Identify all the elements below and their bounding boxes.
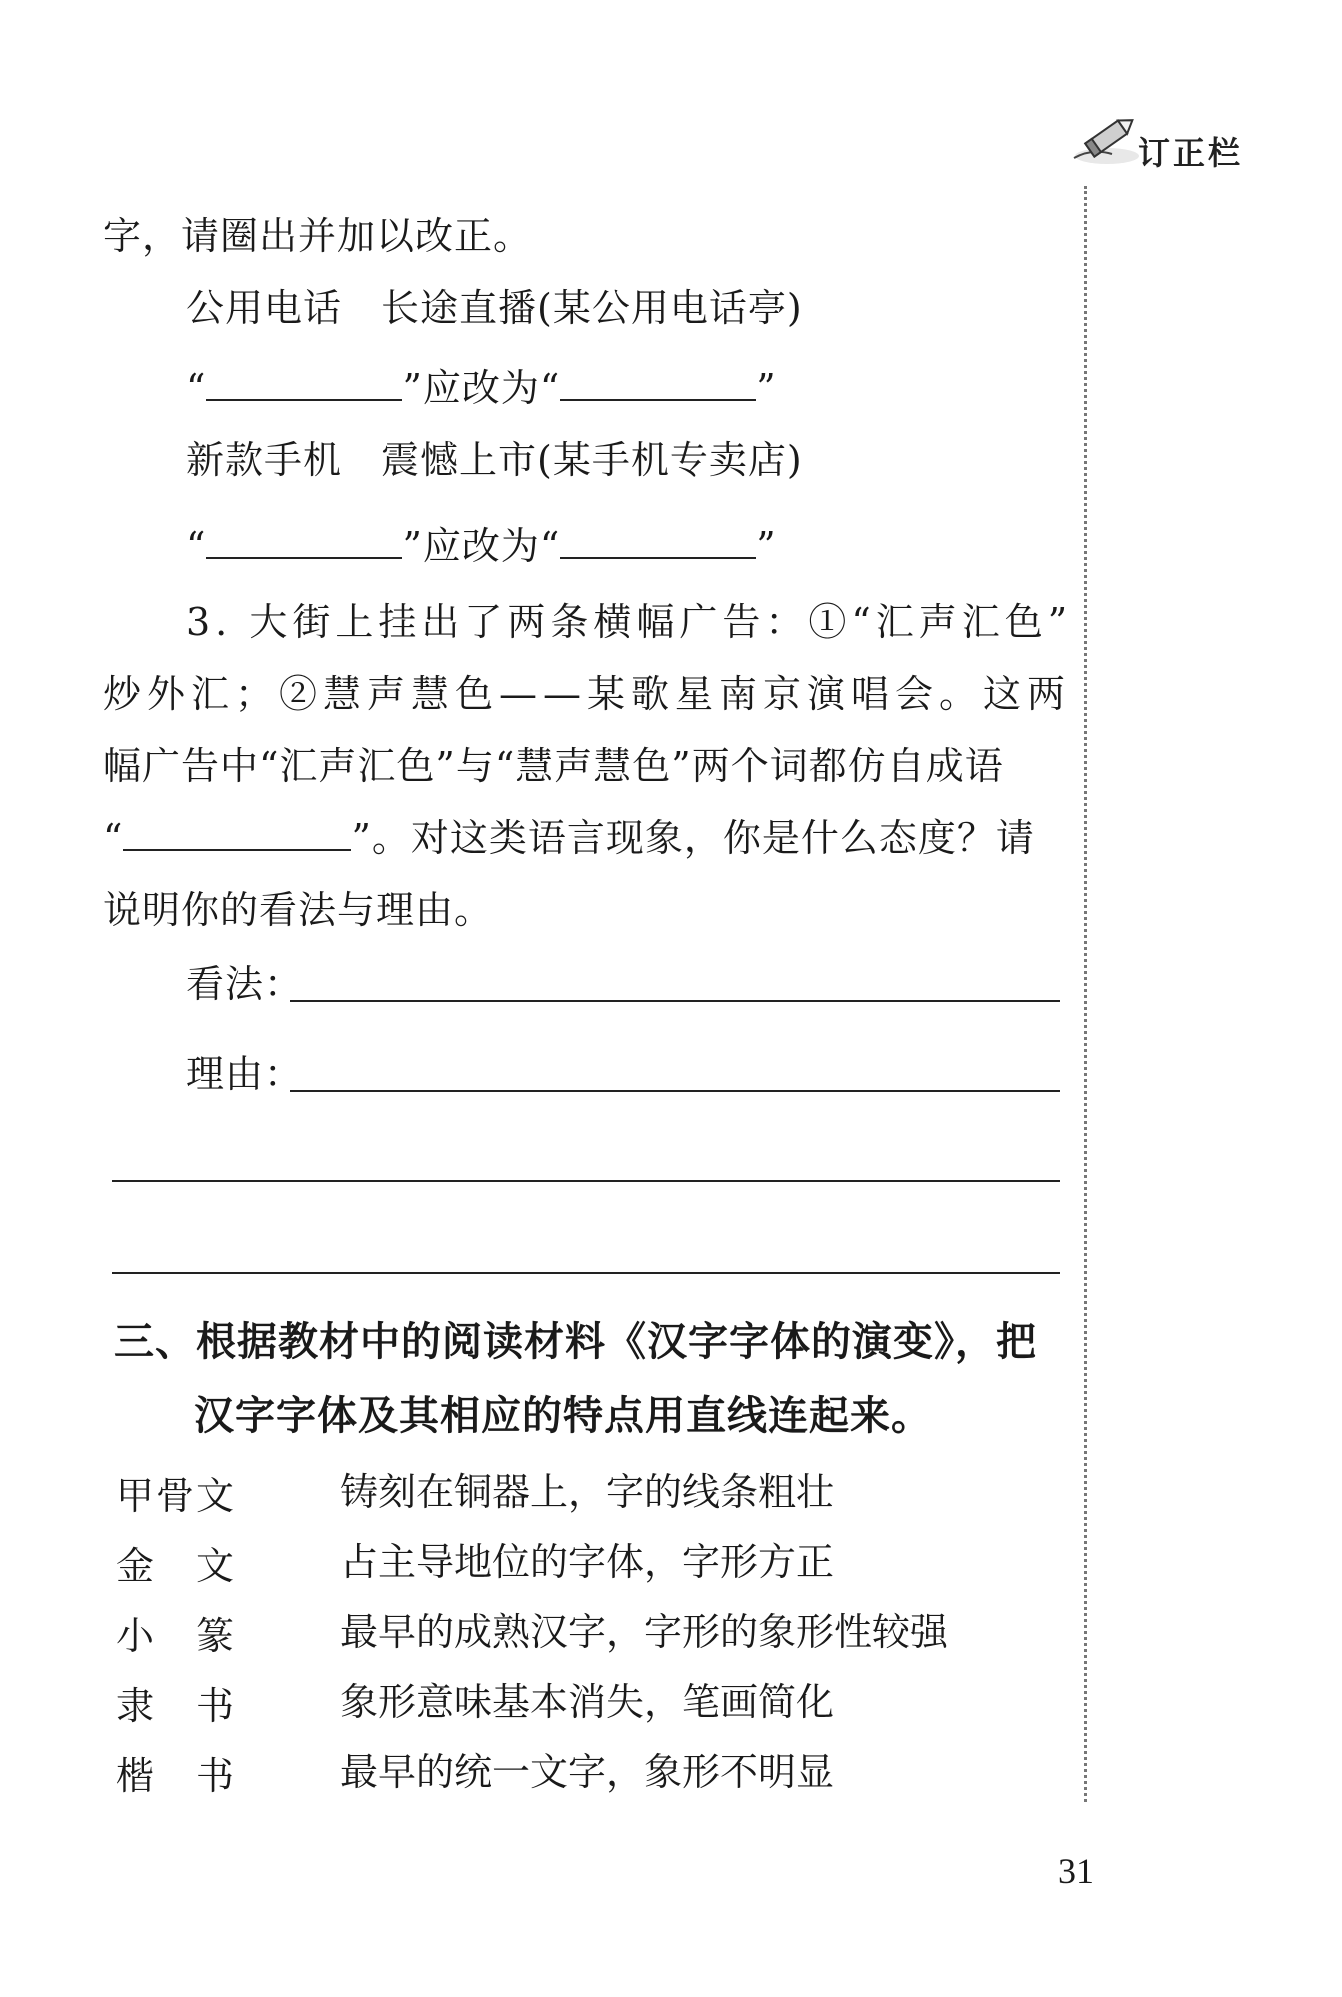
q3-line-4: “ ”。对这类语言现象，你是什么态度？请 bbox=[103, 816, 1035, 860]
font-name[interactable]: 隶 书 bbox=[116, 1684, 237, 1728]
font-feature[interactable]: 占主导地位的字体，字形方正 bbox=[340, 1540, 835, 1584]
q2-answer-row-1: “ ”应改为“ ” bbox=[186, 366, 777, 410]
reason-answer-line-2[interactable] bbox=[112, 1180, 1060, 1182]
answer-blank-correct-1[interactable] bbox=[560, 369, 756, 401]
correction-column-label: 订正栏 bbox=[1138, 134, 1244, 172]
opinion-answer-line[interactable] bbox=[290, 1000, 1060, 1002]
q3-line-1: 3. 大街上挂出了两条横幅广告：①“汇声汇色” bbox=[186, 600, 1073, 644]
font-name[interactable]: 金 文 bbox=[116, 1544, 237, 1588]
idiom-answer-blank[interactable] bbox=[123, 819, 351, 851]
answer-blank-wrong-2[interactable] bbox=[206, 527, 402, 559]
font-name[interactable]: 甲骨文 bbox=[116, 1474, 237, 1518]
section-3-title-line-1: 三、根据教材中的阅读材料《汉字字体的演变》，把 bbox=[114, 1319, 1037, 1365]
reason-answer-line[interactable] bbox=[290, 1090, 1060, 1092]
q2-intro: 字，请圈出并加以改正。 bbox=[103, 214, 533, 258]
q3-line-2: 炒外汇；②慧声慧色——某歌星南京演唱会。这两 bbox=[103, 672, 1072, 716]
font-feature[interactable]: 象形意味基本消失，笔画简化 bbox=[340, 1680, 835, 1724]
font-feature[interactable]: 最早的统一文字，象形不明显 bbox=[340, 1750, 835, 1794]
q2-sign-2: 新款手机 震憾上市(某手机专卖店) bbox=[186, 438, 803, 482]
answer-blank-wrong-1[interactable] bbox=[206, 369, 402, 401]
q2-answer-row-2: “ ”应改为“ ” bbox=[186, 524, 777, 568]
font-name[interactable]: 楷 书 bbox=[116, 1754, 237, 1798]
answer-blank-correct-2[interactable] bbox=[560, 527, 756, 559]
font-feature[interactable]: 最早的成熟汉字，字形的象形性较强 bbox=[340, 1610, 949, 1654]
font-feature[interactable]: 铸刻在铜器上，字的线条粗壮 bbox=[340, 1470, 835, 1514]
reason-answer-line-3[interactable] bbox=[112, 1272, 1060, 1274]
correction-column-divider bbox=[1084, 186, 1087, 1802]
section-3-title-line-2: 汉字字体及其相应的特点用直线连起来。 bbox=[194, 1393, 932, 1439]
q2-sign-1: 公用电话 长途直播(某公用电话亭) bbox=[186, 286, 803, 330]
opinion-label: 看法： bbox=[186, 962, 304, 1006]
q3-line-3: 幅广告中“汇声汇色”与“慧声慧色”两个词都仿自成语 bbox=[103, 744, 1004, 788]
page-number: 31 bbox=[1058, 1851, 1094, 1891]
reason-label: 理由： bbox=[186, 1052, 304, 1096]
font-name[interactable]: 小 篆 bbox=[116, 1614, 237, 1658]
pencil-icon bbox=[1072, 108, 1142, 168]
q3-line-5: 说明你的看法与理由。 bbox=[103, 888, 494, 932]
